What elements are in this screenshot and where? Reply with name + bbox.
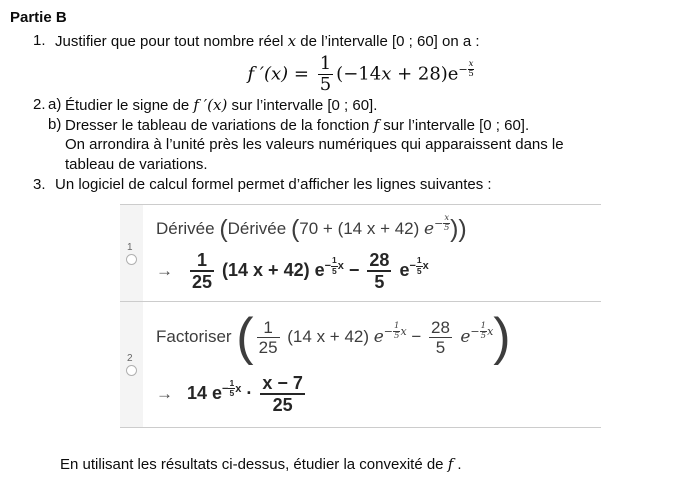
question-1-number: 1. [33,32,46,49]
question-3-text: Un logiciel de calcul formel permet d’afficher les lignes suivantes : [55,176,492,193]
exponent-minus: − [458,62,468,76]
output-body: (14 x + 42) [217,259,315,280]
final-instruction-post: . [453,456,462,473]
equation-e: e [447,63,459,85]
cas-input-body: 70 + (14 x + 42) [299,218,425,238]
equation-lhs: f ′(x) = [247,63,315,85]
exponent-denominator: 5 [480,331,487,342]
cas-row-2-content [143,302,601,427]
question-2b-note-line2: tableau de variations. [65,156,208,173]
input-fraction-2 [429,318,452,357]
section-heading: Partie B [10,9,67,26]
exponent-numerator: 1 [332,255,337,266]
fraction-numerator: 1 [257,318,280,338]
paren-open-icon: ( [236,307,254,366]
exponent-x: x [487,324,494,338]
fraction-numerator: 1 [319,53,332,74]
final-instruction [60,455,462,474]
euler-e: e [424,218,435,239]
exponent-numerator: x [444,212,450,223]
final-instruction-pre: En utilisant les résultats ci-dessus, étudier la convexité de [60,456,448,473]
equation-body-1: (−14 [336,63,382,85]
input-exponent-2 [470,322,493,342]
arrow-right-icon: → [156,261,173,281]
minus-operator: − [343,259,365,280]
exponent-denominator: 5 [416,265,422,276]
cas-block [120,204,601,428]
question-2a-post: sur l’intervalle [0 ; 60]. [227,97,378,114]
fraction-numerator: 28 [367,250,391,272]
exponent-x: x [235,382,242,395]
exponent-numerator: 1 [394,321,400,331]
euler-e: e [373,326,384,347]
exponent-fraction [331,256,338,276]
exponent-denominator: 5 [332,265,337,276]
paren-open-icon: ( [219,214,228,243]
arrow-right-icon: → [156,383,173,403]
cas-row-2-output [156,373,601,415]
input-fraction-1 [257,318,280,357]
exponent-minus: − [434,216,444,230]
exponent-minus: − [470,324,480,338]
question-2b-f: f [373,116,380,134]
cas-row-1-input[interactable] [156,214,601,242]
final-instruction-f: f [447,455,454,473]
exponent-x: x [337,259,344,272]
derivative-equation [55,54,667,95]
euler-e: e [394,259,410,280]
cas-row-1-margin [120,205,143,301]
cas-row-1-content [143,205,601,301]
euler-e: e [212,382,223,403]
cas-row-2-number: 2 [127,353,133,364]
paren-open-icon: ( [290,214,300,243]
exponent-x: x [400,324,407,338]
exponent-numerator: 1 [480,321,487,331]
question-2b-pre: Dresser le tableau de variations de la fonction [65,117,374,134]
fraction-numerator: 1 [190,250,214,272]
exponent-minus: − [222,382,229,395]
exponent-fraction [468,60,475,80]
paren-close-icon: ) [493,307,511,366]
question-2b-note-line1: On arrondira à l’unité près les valeurs numériques qui apparaissent dans le [65,136,564,153]
cas-row-1-radio[interactable] [126,254,137,265]
exponent-denominator: 5 [229,388,235,399]
equation-body-2: + 28) [391,63,448,85]
question-1-post: de l’intervalle [0 ; 60] on a : [296,33,480,50]
question-2a-label: a) [48,96,62,113]
cas-fn-derivee: Dérivée [156,218,220,238]
question-1-text [55,32,480,51]
cas-row-1 [120,205,601,302]
output-exponent-1 [325,256,344,276]
multiplication-dot: · [241,382,258,403]
exponent-minus: − [324,259,332,272]
output-coefficient: 14 [187,382,213,403]
question-3-number: 3. [33,176,46,193]
exponent-fraction [480,322,487,342]
question-2b-text [65,116,529,135]
question-2a-text [65,96,377,115]
exponent-numerator: x [468,58,474,69]
euler-e: e [314,259,325,280]
equation-fraction [318,54,333,95]
question-1-var: x [287,32,297,50]
fraction-numerator: x − 7 [260,373,305,395]
cas-row-1-number: 1 [127,241,133,253]
euler-e: e [454,326,471,347]
output-fraction [260,373,305,415]
output-fraction-1 [190,250,214,292]
output-fraction-2 [367,250,391,292]
exponent-x: x [422,259,429,272]
fraction-denominator: 25 [258,337,278,357]
fraction-denominator: 5 [319,74,332,96]
output-exponent [222,379,241,399]
exponent-numerator: 1 [229,377,235,388]
paren-close-icon: )) [450,214,467,243]
equation-x: x [381,63,392,85]
cas-row-2-radio[interactable] [126,365,137,376]
question-2b-label: b) [48,116,62,133]
cas-row-2 [120,302,601,428]
cas-row-2-input[interactable] [156,307,601,366]
question-2a-pre: Étudier le signe de [65,97,194,114]
cas-row-1-output [156,250,601,292]
fraction-denominator: 25 [272,394,293,415]
input-exponent-1 [384,322,407,342]
fraction-numerator: 28 [431,317,450,337]
exponent-numerator: 1 [416,255,422,266]
cas-input-exponent [434,214,450,234]
exponent-denominator: 5 [394,331,400,342]
input-body: (14 x + 42) [282,326,374,346]
exponent-denominator: 5 [444,222,450,233]
question-2-number: 2. [33,96,46,113]
cas-fn-factoriser: Factoriser [156,326,237,346]
fraction-denominator: 5 [374,272,385,293]
exponent-minus: − [383,324,394,338]
cas-fn-derivee-2: Dérivée [227,218,291,238]
equation-exponent [458,60,474,80]
question-2b-post: sur l’intervalle [0 ; 60]. [379,117,530,134]
minus-operator: − [406,326,427,346]
output-exponent-2 [409,256,428,276]
fraction-denominator: 5 [435,337,446,357]
cas-row-2-margin [120,302,143,427]
exponent-denominator: 5 [468,69,474,80]
question-1-pre: Justifier que pour tout nombre réel [55,33,288,50]
exponent-fraction [416,256,423,276]
fraction-denominator: 25 [192,272,213,293]
exponent-minus: − [409,259,416,272]
question-2a-fprime: f ′(x) [193,96,228,114]
